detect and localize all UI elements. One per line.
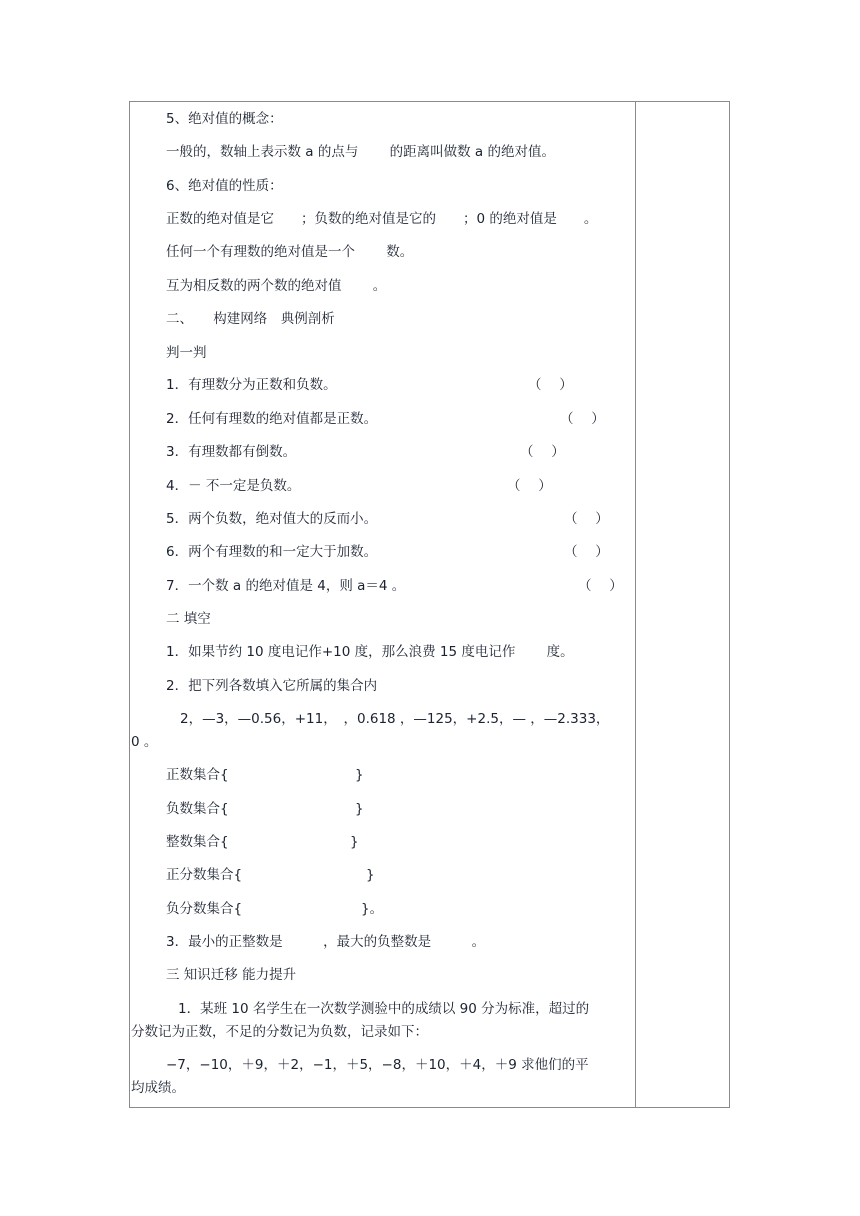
judge-item-paren[interactable]: （ ） [528,377,573,393]
set-label: 正数集合{ [166,767,229,783]
judge-item-paren[interactable]: （ ） [564,544,609,560]
section6-line2: 任何一个有理数的绝对值是一个 数。 [166,244,414,260]
set-label: 负数集合{ [166,801,229,817]
judge-item-paren[interactable]: （ ） [560,411,605,427]
fill-question-1: 1．如果节约 10 度电记作+10 度，那么浪费 15 度电记作 度。 [166,644,574,660]
judge-item-text: 7．一个数 a 的绝对值是 4，则 a＝4 。 [166,578,406,594]
part3-problem-line-2: 分数记为正数，不足的分数记为负数，记录如下： [131,1024,428,1040]
section6-heading: 6、绝对值的性质： [166,178,283,194]
side-cell [637,102,729,1107]
set-close: }。 [361,901,384,917]
judge-item-text: 3．有理数都有倒数。 [166,444,297,460]
section5-definition: 一般的，数轴上表示数 a 的点与 的距离叫做数 a 的绝对值。 [166,144,556,160]
section5-heading: 5、绝对值的概念： [166,111,283,127]
judge-item-paren[interactable]: （ ） [578,578,623,594]
fill-question-3: 3．最小的正整数是 ，最大的负整数是 。 [166,934,486,950]
set-close: } [366,867,375,883]
numbers-line-1: 2，—3，—0.56，+11， ，0.618 ，—125，+2.5，— ，—2.333， [180,711,610,727]
part3-data-line-2: 均成绩。 [131,1080,185,1096]
set-label: 正分数集合{ [166,867,243,883]
judge-item-paren[interactable]: （ ） [507,478,552,494]
section6-line1: 正数的绝对值是它 ；负数的绝对值是它的 ；0 的绝对值是 。 [166,211,598,227]
judge-item-text: 1．有理数分为正数和负数。 [166,377,337,393]
part2-heading: 二、 构建网络 典例剖析 [166,311,335,327]
set-close: } [355,767,364,783]
fill-question-2: 2．把下列各数填入它所属的集合内 [166,678,378,694]
set-close: } [350,834,359,850]
set-close: } [355,801,364,817]
judge-item-text: 4．－ 不一定是负数。 [166,478,301,494]
judge-item-paren[interactable]: （ ） [564,511,609,527]
part3-problem-line-1: 1．某班 10 名学生在一次数学测验中的成绩以 90 分为标准，超过的 [178,1001,590,1017]
part3-data-line-1: −7，−10，＋9，＋2，−1，＋5，−8，＋10，＋4，＋9 求他们的平 [166,1057,589,1073]
set-label: 负分数集合{ [166,901,243,917]
judge-item-text: 6．两个有理数的和一定大于加数。 [166,544,378,560]
judge-item-text: 2．任何有理数的绝对值都是正数。 [166,411,378,427]
judge-item-paren[interactable]: （ ） [520,444,565,460]
part3-heading: 三 知识迁移 能力提升 [166,967,297,983]
part2-subheading: 判一判 [166,345,207,361]
fill-heading: 二 填空 [166,611,211,627]
set-label: 整数集合{ [166,834,229,850]
section6-line3: 互为相反数的两个数的绝对值 。 [166,278,387,294]
numbers-line-2: 0 。 [131,734,158,750]
judge-item-text: 5．两个负数，绝对值大的反而小。 [166,511,378,527]
